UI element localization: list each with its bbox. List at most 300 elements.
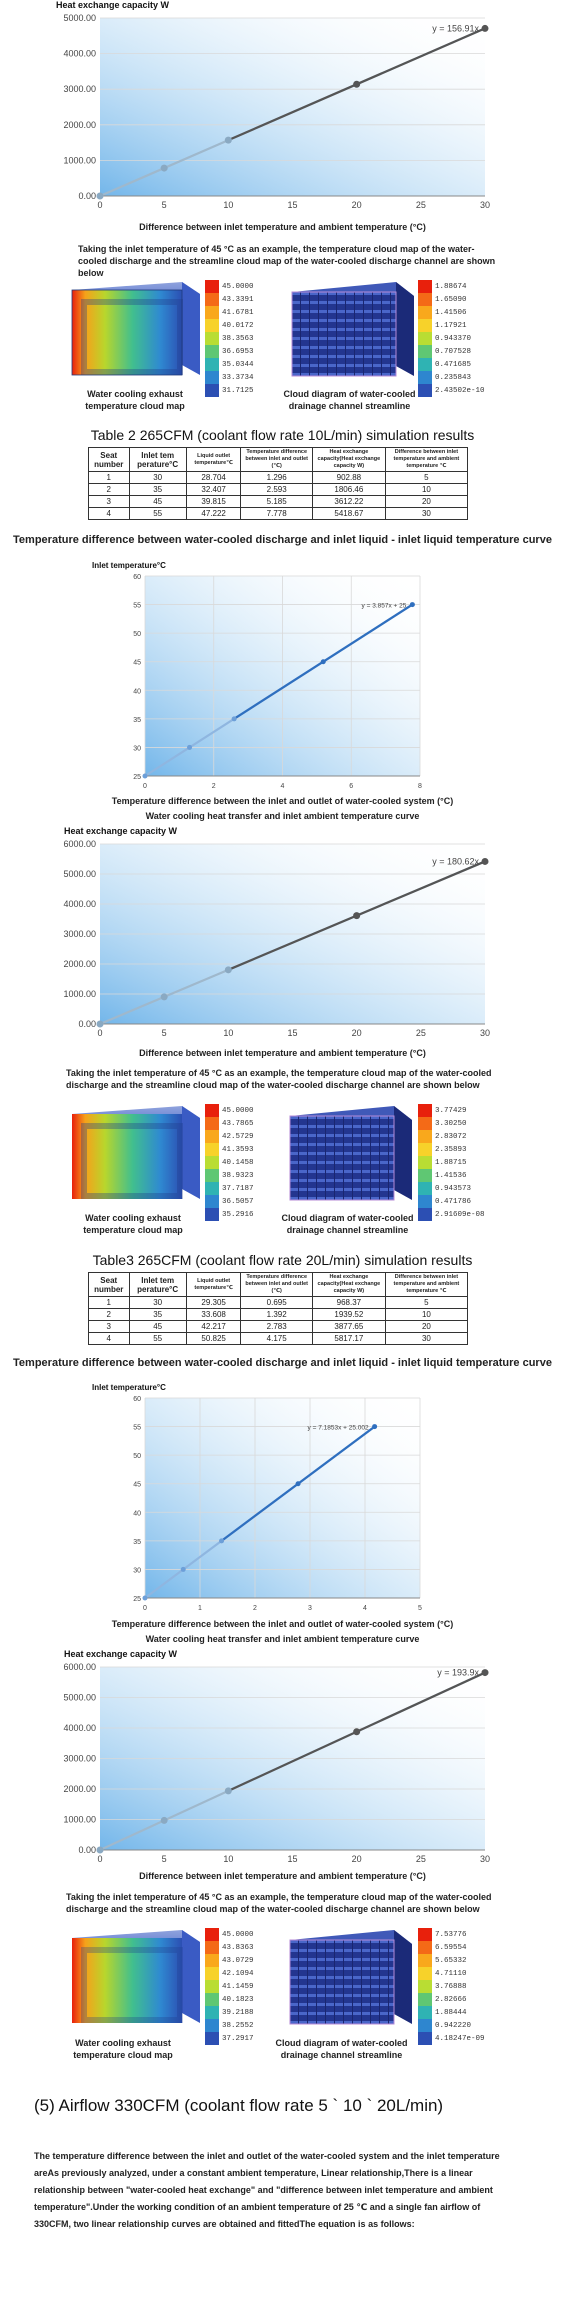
data-point (482, 1669, 489, 1676)
image-caption-right: Cloud diagram of water-cooled drainage channel streamline (281, 1213, 414, 1235)
legend-swatch (418, 280, 432, 293)
water-cooling-exhaust-render (62, 1104, 202, 1209)
table2-title: Table 2 265CFM (coolant flow rate 10L/min) simulation results (90, 427, 475, 443)
legend-value: 40.0172 (222, 321, 254, 330)
legend-value: 41.3593 (222, 1145, 254, 1154)
table-cell: 3 (89, 496, 130, 508)
table-cell: 5418.67 (312, 508, 385, 520)
legend-entry (205, 384, 254, 397)
legend-entry (418, 1208, 485, 1221)
legend-value: 7.53776 (435, 1930, 467, 1939)
legend-value: 40.1823 (222, 1995, 254, 2004)
x-tick-label: 10 (223, 200, 234, 210)
legend-value: 1.88674 (435, 282, 467, 291)
column-header: Inlet tem perature°C (129, 448, 186, 472)
trendline-equation: y = 180.62x (432, 856, 479, 867)
water-cooling-exhaust-render (62, 1928, 202, 2033)
legend-value: 0.471786 (435, 1197, 472, 1206)
trendline-equation: y = 3.857x + 25 (361, 602, 407, 610)
column-header: Heat exchange capacity(Heat exchange capacity W) (312, 448, 385, 472)
y-tick-label: 5000.00 (63, 869, 96, 879)
y-tick-label: 6000.00 (63, 839, 96, 849)
simulation-results-table-2 (88, 447, 468, 520)
legend-swatch (418, 371, 432, 384)
legend-entry (205, 2032, 254, 2045)
table-cell: 902.88 (312, 472, 385, 484)
table-row (89, 496, 468, 508)
table-cell: 30 (129, 1297, 186, 1309)
legend-value: 3.77429 (435, 1106, 467, 1115)
legend-value: 2.91609e-08 (435, 1210, 485, 1219)
table-cell: 35 (129, 484, 186, 496)
intro-paragraph: Taking the inlet temperature of 45 °C as an example, the temperature cloud map of the water-cooled discharge and the streamline cloud map of the water-cooled discharge channel are shown below (66, 1892, 492, 1914)
column-header: Seat number (89, 448, 130, 472)
table-cell: 1 (89, 472, 130, 484)
legend-entry (418, 1169, 485, 1182)
table-cell: 5 (385, 1297, 467, 1309)
legend-swatch (205, 1143, 219, 1156)
legend-entry (205, 1143, 254, 1156)
x-tick-label: 30 (479, 1028, 491, 1038)
y-tick-label: 3000.00 (63, 84, 96, 95)
heat-exchange-chart-2 (0, 836, 565, 1051)
table-cell: 47.222 (186, 508, 241, 520)
table-cell: 45 (129, 496, 186, 508)
x-tick-label: 30 (479, 200, 491, 210)
y-tick-label: 6000.00 (63, 1662, 96, 1672)
y-tick-label: 60 (133, 1396, 141, 1403)
data-point (97, 193, 104, 200)
heat-exchange-chart-3 (0, 1659, 565, 1874)
legend-value: 43.7865 (222, 1119, 254, 1128)
x-tick-label: 20 (351, 200, 362, 210)
column-header: Inlet tem perature°C (129, 1273, 186, 1297)
legend-swatch (418, 319, 432, 332)
table-cell: 968.37 (312, 1297, 385, 1309)
x-tick-label: 30 (479, 1854, 491, 1864)
y-tick-label: 30 (133, 1567, 141, 1575)
y-tick-label: 1000.00 (63, 1814, 96, 1825)
y-tick-label: 0.00 (78, 191, 96, 201)
legend-swatch (418, 1130, 432, 1143)
legend-swatch (418, 2006, 432, 2019)
inlet-temperature-chart-1 (0, 570, 565, 795)
legend-value: 2.35893 (435, 1145, 467, 1154)
legend-value: 36.5057 (222, 1197, 254, 1206)
x-tick-label: 15 (287, 1028, 298, 1038)
temperature-legend (205, 1104, 254, 1221)
temperature-legend (205, 1928, 254, 2045)
chart-ylabel: Inlet temperature°C (92, 1383, 166, 1392)
streamline-cloud-map (276, 1104, 416, 1214)
table-cell: 3612.22 (312, 496, 385, 508)
x-tick-label: 2 (253, 1605, 257, 1612)
data-point (161, 1817, 168, 1824)
legend-entry (418, 1130, 485, 1143)
table-cell: 20 (385, 1321, 467, 1333)
legend-entry (205, 345, 254, 358)
legend-entry (205, 1941, 254, 1954)
y-tick-label: 50 (133, 631, 141, 639)
legend-swatch (205, 319, 219, 332)
data-point (161, 165, 168, 172)
legend-entry (418, 345, 485, 358)
legend-swatch (205, 1993, 219, 2006)
legend-swatch (418, 293, 432, 306)
legend-swatch (205, 306, 219, 319)
table-cell: 3877.65 (312, 1321, 385, 1333)
legend-swatch (418, 1208, 432, 1221)
legend-value: 35.0344 (222, 360, 254, 369)
legend-entry (418, 2019, 485, 2032)
legend-entry (205, 358, 254, 371)
section-title: Temperature difference between water-cooled discharge and inlet liquid - inlet liquid temperature curve (13, 534, 552, 546)
drainage-channel-streamline-render (276, 1928, 416, 2033)
table-cell: 1939.52 (312, 1309, 385, 1321)
legend-value: 43.0729 (222, 1956, 254, 1965)
legend-value: 1.41536 (435, 1171, 467, 1180)
x-tick-label: 5 (161, 1854, 167, 1864)
legend-value: 1.88444 (435, 2008, 467, 2017)
table-cell: 33.608 (186, 1309, 241, 1321)
table-cell: 5.185 (241, 496, 312, 508)
legend-value: 38.3563 (222, 334, 254, 343)
legend-value: 4.71110 (435, 1969, 467, 1978)
x-tick-label: 25 (415, 1854, 426, 1864)
table-cell: 55 (129, 508, 186, 520)
streamline-cloud-map (278, 280, 418, 390)
inlet-temperature-chart-2 (0, 1392, 565, 1617)
table3-title: Table3 265CFM (coolant flow rate 20L/min) simulation results (92, 1252, 473, 1268)
legend-swatch (418, 1954, 432, 1967)
legend-swatch (418, 1195, 432, 1208)
legend-swatch (205, 1156, 219, 1169)
section-heading: (5) Airflow 330CFM (coolant flow rate 5 ` 10 ` 20L/min) (34, 2096, 444, 2115)
column-header: Difference between inlet temperature and ambient temperature ℃ (385, 448, 467, 472)
legend-entry (205, 371, 254, 384)
legend-value: 42.1094 (222, 1969, 254, 1978)
x-tick-label: 0 (143, 1605, 147, 1612)
chart-xlabel: Difference between inlet temperature and ambient temperature (°C) (139, 1048, 426, 1058)
legend-swatch (418, 2019, 432, 2032)
y-tick-label: 2000.00 (63, 119, 96, 130)
data-point (187, 745, 192, 750)
plot-area-gradient (100, 18, 485, 196)
legend-value: 42.5729 (222, 1132, 254, 1141)
data-point (161, 993, 168, 1000)
table-cell: 50.825 (186, 1333, 241, 1345)
table-cell: 2.593 (241, 484, 312, 496)
streamline-legend (418, 280, 485, 397)
legend-value: 37.7187 (222, 1184, 254, 1193)
legend-value: 31.7125 (222, 386, 254, 395)
temperature-cloud-map (62, 1104, 202, 1214)
legend-entry (418, 1117, 485, 1130)
legend-swatch (205, 280, 219, 293)
water-cooling-exhaust-render (62, 280, 202, 385)
table-cell: 55 (129, 1333, 186, 1345)
legend-swatch (205, 1954, 219, 1967)
table-cell: 35 (129, 1309, 186, 1321)
section-title: Temperature difference between water-cooled discharge and inlet liquid - inlet liquid temperature curve (13, 1357, 552, 1369)
table-cell: 4 (89, 508, 130, 520)
column-header: Liquid outlet temperature℃ (186, 448, 241, 472)
legend-swatch (205, 1182, 219, 1195)
legend-swatch (205, 2032, 219, 2045)
legend-swatch (418, 1993, 432, 2006)
table-cell: 4.175 (241, 1333, 312, 1345)
legend-value: 39.2188 (222, 2008, 254, 2017)
legend-value: 2.82666 (435, 1995, 467, 2004)
x-tick-label: 5 (161, 1028, 167, 1038)
legend-entry (205, 1156, 254, 1169)
image-caption-left: Water cooling exhaust temperature cloud map (85, 389, 185, 411)
table-cell: 2 (89, 484, 130, 496)
legend-swatch (205, 1169, 219, 1182)
legend-entry (418, 1195, 485, 1208)
table-header-row (89, 1273, 468, 1297)
legend-entry (205, 2019, 254, 2032)
legend-swatch (418, 1941, 432, 1954)
legend-value: 3.76888 (435, 1982, 467, 1991)
y-tick-label: 35 (133, 1538, 141, 1546)
x-tick-label: 20 (351, 1028, 362, 1038)
body-paragraph: The temperature difference between the inlet and outlet of the water-cooled system and the inlet temperature areAs previously analyzed, under a constant ambient temperature, Linear relationship,There is a linear relationship between "water-cooled heat exchange" and "difference between inlet temperature and ambient temperature".Under the working condition of an ambient temperature of 25 ℃ and a single fan airflow of 330CFM, two linear relationship curves are obtained and fittedThe equation is as follows: (34, 2151, 500, 2229)
chart-caption: Water cooling heat transfer and inlet ambient temperature curve (145, 1634, 420, 1644)
data-point (97, 1847, 104, 1854)
legend-swatch (205, 1941, 219, 1954)
legend-entry (205, 2006, 254, 2019)
column-header: Difference between inlet temperature and ambient temperature ℃ (385, 1273, 467, 1297)
x-tick-label: 15 (287, 1854, 298, 1864)
y-tick-label: 1000.00 (63, 989, 96, 999)
chart-ylabel: Heat exchange capacity W (64, 826, 178, 836)
legend-swatch (205, 384, 219, 397)
table-cell: 2 (89, 1309, 130, 1321)
legend-entry (205, 1104, 254, 1117)
y-tick-label: 4000.00 (63, 48, 96, 59)
table-cell: 30 (385, 1333, 467, 1345)
table-cell: 30 (129, 472, 186, 484)
legend-value: 0.471685 (435, 360, 472, 369)
legend-entry (205, 1967, 254, 1980)
legend-swatch (205, 1104, 219, 1117)
legend-value: 2.43502e-10 (435, 386, 485, 395)
x-tick-label: 0 (97, 200, 103, 210)
legend-swatch (418, 358, 432, 371)
legend-swatch (205, 371, 219, 384)
chart-xlabel: Temperature difference between the inlet and outlet of water-cooled system (°C) (111, 796, 454, 806)
legend-value: 35.2916 (222, 1210, 254, 1219)
chart-xlabel: Temperature difference between the inlet and outlet of water-cooled system (°C) (111, 1619, 454, 1629)
table-row (89, 1309, 468, 1321)
legend-value: 36.6953 (222, 347, 254, 356)
legend-entry (205, 306, 254, 319)
data-point (225, 966, 232, 973)
table-cell: 3 (89, 1321, 130, 1333)
legend-entry (418, 2006, 485, 2019)
y-tick-label: 0.00 (78, 1845, 96, 1855)
column-header: Seat number (89, 1273, 130, 1297)
y-tick-label: 30 (133, 745, 141, 753)
x-tick-label: 3 (308, 1605, 312, 1612)
x-tick-label: 10 (223, 1028, 234, 1038)
x-tick-label: 4 (363, 1605, 367, 1612)
streamline-cloud-map (276, 1928, 416, 2038)
table-row (89, 508, 468, 520)
legend-entry (205, 1980, 254, 1993)
trendline-equation: y = 193.9x (437, 1667, 479, 1678)
y-tick-label: 4000.00 (63, 1723, 96, 1733)
x-tick-label: 0 (97, 1854, 103, 1864)
legend-value: 4.18247e-09 (435, 2034, 485, 2043)
table-cell: 20 (385, 496, 467, 508)
data-point (353, 81, 360, 88)
legend-value: 45.0000 (222, 282, 254, 291)
data-point (219, 1538, 224, 1543)
legend-entry (418, 332, 485, 345)
legend-entry (418, 280, 485, 293)
legend-entry (418, 1156, 485, 1169)
x-tick-label: 25 (415, 200, 426, 210)
legend-entry (205, 1169, 254, 1182)
legend-swatch (418, 306, 432, 319)
chart-xlabel: Difference between inlet temperature and ambient temperature (°C) (139, 1871, 426, 1881)
legend-entry (418, 306, 485, 319)
legend-value: 1.65090 (435, 295, 467, 304)
table-header-row (89, 448, 468, 472)
legend-swatch (205, 1928, 219, 1941)
streamline-legend (418, 1104, 485, 1221)
heat-exchange-chart-1 (0, 10, 565, 225)
table-cell: 10 (385, 1309, 467, 1321)
legend-entry (418, 1993, 485, 2006)
chart-ylabel: Heat exchange capacity W (64, 1649, 178, 1659)
temperature-cloud-map (62, 280, 202, 390)
table-cell: 1806.46 (312, 484, 385, 496)
legend-entry (418, 384, 485, 397)
y-tick-label: 25 (133, 774, 141, 781)
table-row (89, 484, 468, 496)
y-tick-label: 40 (133, 1510, 141, 1518)
y-tick-label: 3000.00 (63, 929, 96, 939)
legend-value: 33.3734 (222, 373, 254, 382)
x-tick-label: 0 (97, 1028, 103, 1038)
table-cell: 30 (385, 508, 467, 520)
x-tick-label: 1 (198, 1605, 202, 1612)
table-cell: 0.695 (241, 1297, 312, 1309)
legend-swatch (205, 1967, 219, 1980)
legend-swatch (418, 1928, 432, 1941)
legend-swatch (418, 345, 432, 358)
legend-value: 38.2552 (222, 2021, 254, 2030)
legend-entry (205, 1954, 254, 1967)
legend-value: 0.235843 (435, 373, 472, 382)
chart-ylabel: Heat exchange capacity W (56, 0, 170, 10)
x-tick-label: 5 (418, 1605, 422, 1612)
legend-swatch (418, 1169, 432, 1182)
simulation-results-table-3 (88, 1272, 468, 1345)
legend-entry (418, 1928, 485, 1941)
y-tick-label: 1000.00 (63, 155, 96, 166)
legend-swatch (205, 1117, 219, 1130)
legend-entry (418, 1967, 485, 1980)
legend-value: 1.88715 (435, 1158, 467, 1167)
y-tick-label: 4000.00 (63, 899, 96, 909)
table-cell: 5 (385, 472, 467, 484)
data-point (225, 1787, 232, 1794)
legend-swatch (418, 384, 432, 397)
x-tick-label: 20 (351, 1854, 362, 1864)
y-tick-label: 3000.00 (63, 1753, 96, 1764)
legend-value: 40.1458 (222, 1158, 254, 1167)
legend-entry (205, 1130, 254, 1143)
temperature-cloud-map (62, 1928, 202, 2038)
y-tick-label: 5000.00 (63, 1692, 96, 1703)
y-tick-label: 55 (133, 602, 141, 610)
y-tick-label: 2000.00 (63, 1784, 96, 1794)
data-point (410, 602, 415, 607)
legend-entry (205, 319, 254, 332)
table-cell: 2.783 (241, 1321, 312, 1333)
y-tick-label: 50 (133, 1453, 141, 1461)
legend-value: 6.59554 (435, 1943, 467, 1952)
y-tick-label: 0.00 (78, 1019, 96, 1029)
y-tick-label: 55 (133, 1424, 141, 1432)
data-point (372, 1424, 377, 1429)
legend-entry (205, 1208, 254, 1221)
legend-value: 37.2917 (222, 2034, 254, 2043)
legend-entry (205, 1993, 254, 2006)
legend-entry (418, 1182, 485, 1195)
legend-swatch (205, 358, 219, 371)
legend-entry (418, 2032, 485, 2045)
legend-value: 3.30250 (435, 1119, 467, 1128)
legend-swatch (205, 1195, 219, 1208)
legend-swatch (418, 1182, 432, 1195)
image-caption-left: Water cooling exhaust temperature cloud map (73, 2038, 173, 2060)
y-tick-label: 40 (133, 688, 141, 696)
legend-value: 1.17921 (435, 321, 467, 330)
legend-value: 41.1459 (222, 1982, 254, 1991)
legend-value: 0.707528 (435, 347, 472, 356)
legend-swatch (205, 332, 219, 345)
legend-entry (205, 1182, 254, 1195)
data-point (143, 774, 148, 779)
legend-swatch (418, 332, 432, 345)
drainage-channel-streamline-render (278, 280, 418, 385)
drainage-channel-streamline-render (276, 1104, 416, 1209)
table-cell: 7.778 (241, 508, 312, 520)
trendline-equation: y = 156.91x (432, 23, 479, 34)
legend-entry (205, 280, 254, 293)
table-cell: 1 (89, 1297, 130, 1309)
legend-entry (418, 1954, 485, 1967)
column-header: Temperature difference between inlet and outlet (℃) (241, 1273, 312, 1297)
image-caption-left: Water cooling exhaust temperature cloud map (83, 1213, 183, 1235)
y-tick-label: 35 (133, 716, 141, 724)
legend-swatch (205, 2006, 219, 2019)
legend-swatch (418, 1967, 432, 1980)
legend-entry (205, 1117, 254, 1130)
chart-caption: Water cooling heat transfer and inlet ambient temperature curve (145, 811, 420, 821)
data-point (482, 858, 489, 865)
legend-swatch (418, 2032, 432, 2045)
legend-swatch (205, 1208, 219, 1221)
legend-entry (205, 332, 254, 345)
legend-swatch (205, 1130, 219, 1143)
legend-value: 41.6781 (222, 308, 254, 317)
